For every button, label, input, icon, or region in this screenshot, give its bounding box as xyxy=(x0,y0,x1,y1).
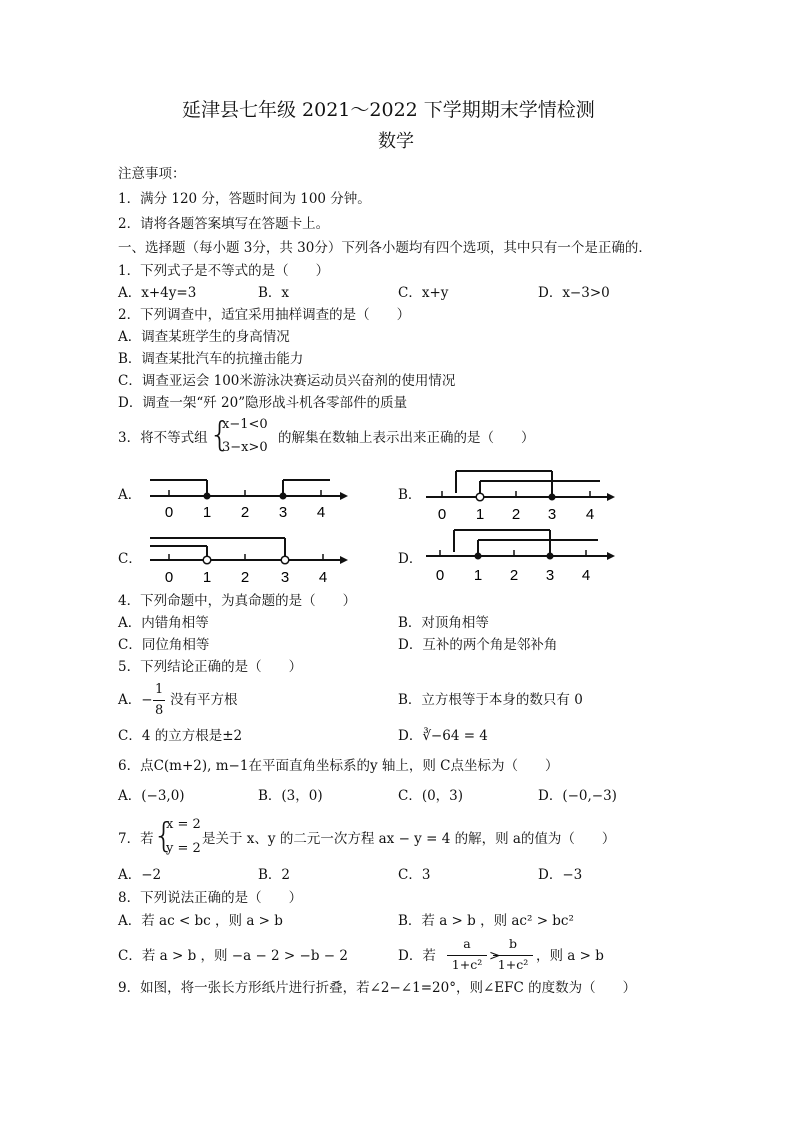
option-d-suffix: ，则 a > b xyxy=(536,948,604,964)
tick-label: 0 xyxy=(437,506,447,523)
number-line-b xyxy=(422,465,617,523)
option-a-prefix: A．− xyxy=(118,692,153,708)
option-d: D．−3 xyxy=(538,867,583,883)
brace-icon: { xyxy=(209,415,231,455)
question-prefix: 7．若 xyxy=(118,831,154,847)
inequality-line: x−1<0 xyxy=(222,417,268,432)
number-line-c xyxy=(145,532,355,586)
question-stem: 9．如图，将一张长方形纸片进行折叠，若∠2−∠1=20°，则∠EFC 的度数为（ ） xyxy=(118,980,637,996)
tick-label: 3 xyxy=(545,567,555,584)
option-a: A． xyxy=(118,487,142,503)
option-c: C．(0，3) xyxy=(398,788,464,804)
question-stem: 4．下列命题中，为真命题的是（ ） xyxy=(118,593,357,609)
fraction-denominator: 8 xyxy=(155,703,164,718)
option-d: D．x−3>0 xyxy=(538,285,610,301)
tick-label: 0 xyxy=(435,567,445,584)
option-c: C．同位角相等 xyxy=(118,637,210,653)
tick-label: 1 xyxy=(475,506,485,523)
option-d: D．∛−64 = 4 xyxy=(398,728,488,744)
equation-line: y = 2 xyxy=(166,841,201,856)
option-c: C．若 a > b ，则 −a − 2 > −b − 2 xyxy=(118,948,348,964)
option-a: A．内错角相等 xyxy=(118,615,209,631)
option-d: D．(−0,−3) xyxy=(538,788,617,804)
tick-label: 3 xyxy=(547,506,557,523)
equation-line: x = 2 xyxy=(166,817,201,832)
question-stem: 5．下列结论正确的是（ ） xyxy=(118,659,303,675)
tick-label: 4 xyxy=(581,567,591,584)
inequality-line: 3−x>0 xyxy=(222,440,268,455)
fraction-numerator: b xyxy=(508,936,517,951)
option-c: C．调查亚运会 100米游泳决赛运动员兴奋剂的使用情况 xyxy=(118,373,456,389)
fraction-numerator: a xyxy=(463,936,471,951)
option-a: A．若 ac < bc ，则 a > b xyxy=(118,913,283,929)
tick-label: 2 xyxy=(509,567,519,584)
question-stem: 8．下列说法正确的是（ ） xyxy=(118,890,303,906)
tick-label: 4 xyxy=(318,569,328,586)
option-d: D．调查一架“歼 20”隐形战斗机各零部件的质量 xyxy=(118,395,408,411)
option-b: B． xyxy=(398,487,422,503)
note-item: 2．请将各题答案填写在答题卡上。 xyxy=(118,216,330,232)
question-suffix: 是关于 x、y 的二元一次方程 ax − y = 4 的解，则 a的值为（ ） xyxy=(202,831,616,847)
question-stem: 6．点C(m+2), m−1在平面直角坐标系的y 轴上，则 C点坐标为（ ） xyxy=(118,758,559,774)
tick-label: 0 xyxy=(164,504,174,521)
tick-label: 1 xyxy=(202,504,212,521)
tick-label: 0 xyxy=(164,569,174,586)
tick-label: 1 xyxy=(202,569,212,586)
notes-heading: 注意事项： xyxy=(118,166,186,182)
option-b: B．2 xyxy=(258,867,291,883)
option-c: C．4 的立方根是±2 xyxy=(118,728,243,744)
option-b: B．调查某批汽车的抗撞击能力 xyxy=(118,351,304,367)
option-a: A．调查某班学生的身高情况 xyxy=(118,329,290,345)
option-b: B．若 a > b ，则 ac² > bc² xyxy=(398,913,574,929)
option-b: B．(3，0) xyxy=(258,788,323,804)
question-suffix: 的解集在数轴上表示出来正确的是（ ） xyxy=(278,430,535,446)
note-item: 1．满分 120 分，答题时间为 100 分钟。 xyxy=(118,191,371,207)
tick-label: 2 xyxy=(511,506,521,523)
fraction-denominator: 1+c² xyxy=(451,957,483,972)
option-c: C． xyxy=(118,551,142,567)
number-line-d xyxy=(422,526,617,586)
option-b: B．对顶角相等 xyxy=(398,615,489,631)
page-subtitle: 数学 xyxy=(378,131,414,152)
tick-label: 4 xyxy=(585,506,595,523)
fraction-numerator: 1 xyxy=(155,682,164,697)
option-a: A．x+4y=3 xyxy=(118,285,197,301)
tick-label: 4 xyxy=(316,504,326,521)
question-prefix: 3．将不等式组 xyxy=(118,430,208,446)
comparison-sign: > xyxy=(489,948,501,964)
option-c: C．x+y xyxy=(398,285,449,301)
tick-label: 2 xyxy=(240,504,250,521)
section-heading: 一、选择题（每小题 3分，共 30分）下列各小题均有四个选项，其中只有一个是正确的． xyxy=(118,240,652,256)
question-stem: 1．下列式子是不等式的是（ ） xyxy=(118,263,330,279)
option-d: D．互补的两个角是邻补角 xyxy=(398,637,558,653)
page-title: 延津县七年级 2021～2022 下学期期末学情检测 xyxy=(182,99,595,121)
tick-label: 1 xyxy=(473,567,483,584)
option-a: A．−2 xyxy=(118,867,162,883)
number-line-a xyxy=(145,470,355,522)
option-d-prefix: D．若 xyxy=(398,948,436,964)
question-stem: 2．下列调查中，适宜采用抽样调查的是（ ） xyxy=(118,307,411,323)
fraction-denominator: 1+c² xyxy=(497,957,529,972)
option-b: B．立方根等于本身的数只有 0 xyxy=(398,692,583,708)
option-a-suffix: 没有平方根 xyxy=(170,692,238,708)
option-c: C．3 xyxy=(398,867,431,883)
option-d: D． xyxy=(398,551,423,567)
tick-label: 3 xyxy=(280,569,290,586)
tick-label: 2 xyxy=(240,569,250,586)
option-b: B．x xyxy=(258,285,290,301)
option-a: A．(−3,0) xyxy=(118,788,185,804)
brace-icon: { xyxy=(153,816,175,856)
tick-label: 3 xyxy=(278,504,288,521)
